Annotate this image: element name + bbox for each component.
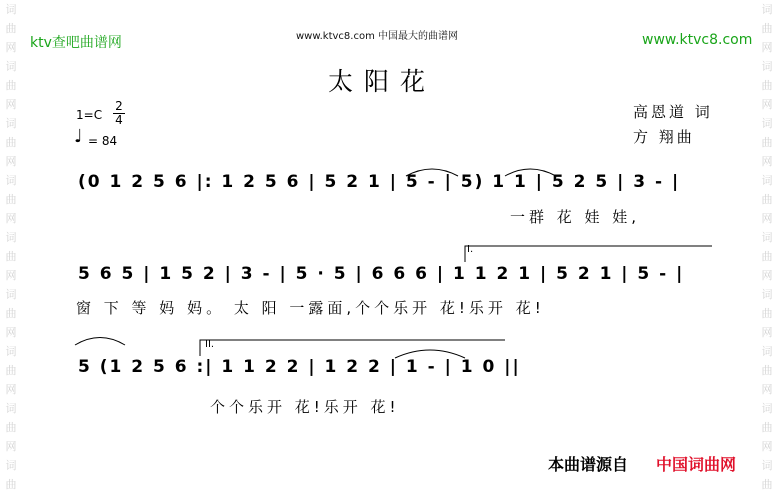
watermark-glyph: 网 bbox=[761, 98, 773, 111]
key-signature: 1=C bbox=[76, 108, 103, 122]
watermark-glyph: 词 bbox=[5, 60, 17, 73]
watermark-glyph: 词 bbox=[5, 459, 17, 472]
watermark-glyph: 曲 bbox=[761, 250, 773, 263]
slur-line-3 bbox=[75, 338, 125, 346]
notation-line-2: 5 6 5 | 1 5 2 | 3 - | 5 · 5 | 6 6 6 | 1 1 2 1 | 5 2 1 | 5 - | bbox=[78, 264, 685, 284]
first-ending-label: I. bbox=[467, 244, 474, 255]
lyrics-line-3: 个个乐开 花!乐开 花! bbox=[210, 398, 400, 416]
watermark-glyph: 曲 bbox=[5, 193, 17, 206]
watermark-glyph: 词 bbox=[5, 231, 17, 244]
lyricist-credit: 高恩道 词 bbox=[633, 103, 713, 121]
watermark-glyph: 词 bbox=[761, 231, 773, 244]
watermark-glyph: 曲 bbox=[5, 22, 17, 35]
watermark-glyph: 曲 bbox=[761, 136, 773, 149]
watermark-glyph: 词 bbox=[761, 345, 773, 358]
watermark-glyph: 词 bbox=[5, 288, 17, 301]
watermark-glyph: 曲 bbox=[5, 364, 17, 377]
watermark-glyph: 词 bbox=[761, 117, 773, 130]
watermark-glyph: 网 bbox=[761, 155, 773, 168]
site-url-right: www.ktvc8.com bbox=[642, 32, 753, 48]
watermark-glyph: 网 bbox=[5, 383, 17, 396]
watermark-glyph: 词 bbox=[5, 3, 17, 16]
watermark-glyph: 曲 bbox=[5, 307, 17, 320]
watermark-glyph: 词 bbox=[5, 345, 17, 358]
time-numerator: 2 bbox=[113, 100, 125, 114]
quarter-note-icon: ♩ bbox=[74, 126, 83, 147]
site-url-center: www.ktvc8.com 中国最大的曲谱网 bbox=[296, 31, 459, 42]
watermark-glyph: 网 bbox=[5, 269, 17, 282]
watermark-glyph: 曲 bbox=[761, 421, 773, 434]
watermark-glyph: 曲 bbox=[5, 79, 17, 92]
watermark-glyph: 网 bbox=[5, 440, 17, 453]
slur-line-3b bbox=[395, 350, 465, 358]
song-title: 太阳花 bbox=[328, 67, 437, 96]
watermark-glyph: 曲 bbox=[5, 136, 17, 149]
source-site: 中国词曲网 bbox=[656, 455, 737, 474]
watermark-glyph: 曲 bbox=[5, 478, 17, 491]
watermark-glyph: 词 bbox=[5, 117, 17, 130]
watermark-glyph: 词 bbox=[761, 3, 773, 16]
watermark-glyph: 曲 bbox=[761, 478, 773, 491]
watermark-glyph: 网 bbox=[761, 41, 773, 54]
slur-line-1b bbox=[505, 169, 556, 176]
watermark-glyph: 曲 bbox=[5, 250, 17, 263]
composer-credit: 方 翔曲 bbox=[633, 128, 695, 146]
tempo-mark: = 84 bbox=[88, 134, 118, 148]
watermark-glyph: 曲 bbox=[761, 79, 773, 92]
watermark-glyph: 曲 bbox=[761, 193, 773, 206]
second-ending-label: II. bbox=[205, 339, 215, 350]
notation-line-1: (0 1 2 5 6 |: 1 2 5 6 | 5 2 1 | 5 - | 5) 1 1 | 5 2 5 | 3 - | bbox=[78, 172, 681, 192]
notation-line-3: 5 (1 2 5 6 :| 1 1 2 2 | 1 2 2 | 1 - | 1 0 || bbox=[78, 357, 521, 377]
watermark-glyph: 网 bbox=[5, 326, 17, 339]
slur-line-1 bbox=[406, 169, 458, 176]
watermark-glyph: 曲 bbox=[761, 22, 773, 35]
lyrics-line-2: 窗 下 等 妈 妈。 太 阳 一露面,个个乐开 花!乐开 花! bbox=[76, 299, 545, 317]
site-name-left: ktv查吧曲谱网 bbox=[30, 35, 122, 51]
watermark-glyph: 词 bbox=[761, 174, 773, 187]
watermark-glyph: 网 bbox=[761, 383, 773, 396]
watermark-glyph: 网 bbox=[761, 212, 773, 225]
first-ending-bracket bbox=[465, 246, 712, 262]
watermark-glyph: 词 bbox=[761, 459, 773, 472]
source-label: 本曲谱源自 bbox=[548, 455, 629, 474]
watermark-glyph: 词 bbox=[761, 60, 773, 73]
time-denominator: 4 bbox=[115, 113, 123, 127]
watermark-glyph: 网 bbox=[5, 155, 17, 168]
watermark-glyph: 网 bbox=[761, 326, 773, 339]
watermark-glyph: 网 bbox=[761, 269, 773, 282]
watermark-glyph: 网 bbox=[5, 212, 17, 225]
watermark-glyph: 网 bbox=[5, 41, 17, 54]
watermark-glyph: 词 bbox=[5, 402, 17, 415]
watermark-glyph: 曲 bbox=[761, 307, 773, 320]
watermark-glyph: 曲 bbox=[5, 421, 17, 434]
lyrics-line-1: 一群 花 娃 娃, bbox=[510, 208, 641, 226]
watermark-glyph: 词 bbox=[761, 288, 773, 301]
watermark-glyph: 词 bbox=[5, 174, 17, 187]
second-ending-bracket bbox=[200, 340, 505, 356]
watermark-glyph: 网 bbox=[5, 98, 17, 111]
watermark-glyph: 曲 bbox=[761, 364, 773, 377]
watermark-glyph: 网 bbox=[761, 440, 773, 453]
watermark-glyph: 词 bbox=[761, 402, 773, 415]
